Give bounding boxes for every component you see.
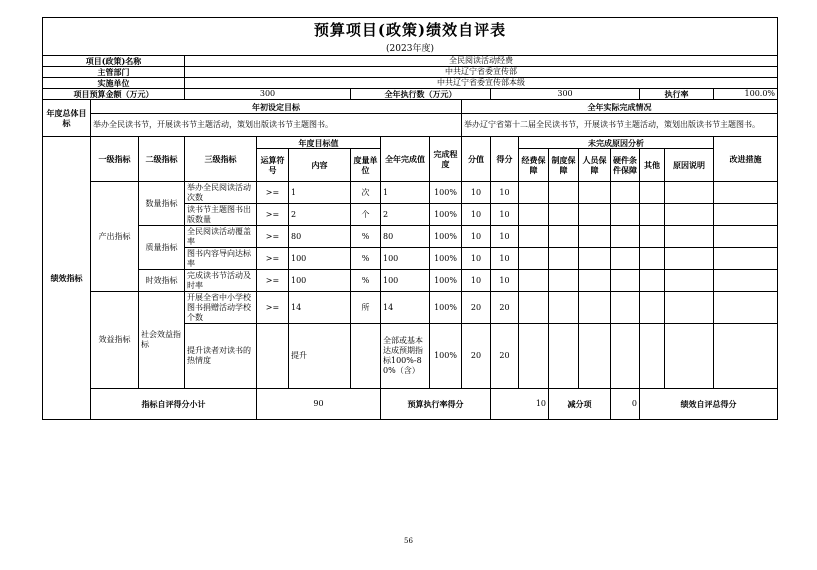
header-r3: 人员保障 (579, 149, 611, 182)
header-actual: 全年完成值 (381, 137, 430, 182)
subtotal-label: 指标自评得分小计 (91, 389, 257, 420)
header-improve: 改进措施 (714, 137, 778, 182)
indicator-name: 开展全省中小学校图书捐赠活动学校个数 (185, 292, 257, 324)
indicator-unit: 所 (351, 292, 381, 324)
budget-score-value: 10 (491, 389, 549, 420)
header-r4: 硬件条件保障 (611, 149, 640, 182)
total-label: 绩效自评总得分 (640, 389, 778, 420)
indicator-score: 10 (491, 182, 519, 204)
indicator-op: >= (257, 182, 289, 204)
unit: 中共辽宁省委宣传部本级 (185, 78, 778, 89)
indicator-degree: 100% (430, 248, 462, 270)
header-level3: 三级指标 (185, 137, 257, 182)
indicator-unit (351, 324, 381, 389)
indicator-name: 提升读者对读书的热情度 (185, 324, 257, 389)
indicator-name: 全民阅读活动覆盖率 (185, 226, 257, 248)
indicator-unit: 个 (351, 204, 381, 226)
effect-indicator-label: 效益指标 (91, 292, 139, 389)
indicator-score: 10 (491, 248, 519, 270)
header-r1: 经费保障 (519, 149, 549, 182)
initial-goal-text: 举办全民读书节，开展读书节主题活动，策划出版读书节主题图书。 (91, 114, 462, 137)
project-name-label: 项目(政策)名称 (43, 56, 185, 67)
indicator-score: 10 (491, 226, 519, 248)
indicator-content: 1 (289, 182, 351, 204)
indicator-content: 100 (289, 270, 351, 292)
unit-label: 实施单位 (43, 78, 185, 89)
report-year: (2023年度) (43, 42, 778, 56)
rate-label: 执行率 (640, 89, 714, 100)
indicator-weight: 10 (462, 270, 491, 292)
indicator-actual: 2 (381, 204, 430, 226)
indicator-unit: % (351, 248, 381, 270)
indicator-op: >= (257, 204, 289, 226)
header-op: 运算符号 (257, 149, 289, 182)
header-score: 得分 (491, 137, 519, 182)
header-reason: 未完成原因分析 (519, 137, 714, 149)
header-r2: 制度保障 (549, 149, 579, 182)
budget-label: 项目预算金额（万元） (43, 89, 185, 100)
actual-goal-text: 举办辽宁省第十二届全民读书节，开展读书节主题活动，策划出版读书节主题图书。 (462, 114, 778, 137)
budget-value: 300 (185, 89, 351, 100)
indicator-actual: 100 (381, 270, 430, 292)
indicator-name: 图书内容导向达标率 (185, 248, 257, 270)
page-title: 预算项目(政策)绩效自评表 (43, 18, 778, 43)
dept: 中共辽宁省委宣传部 (185, 67, 778, 78)
indicator-unit: 次 (351, 182, 381, 204)
output-indicator-label: 产出指标 (91, 182, 139, 292)
indicator-op: >= (257, 248, 289, 270)
exec-label: 全年执行数（万元） (351, 89, 491, 100)
indicator-weight: 10 (462, 248, 491, 270)
indicator-score: 10 (491, 270, 519, 292)
indicator-weight: 10 (462, 182, 491, 204)
deduct-label: 减分项 (549, 389, 611, 420)
quantity-indicator-label: 数量指标 (139, 182, 185, 226)
indicator-degree: 100% (430, 270, 462, 292)
indicator-degree: 100% (430, 226, 462, 248)
header-degree: 完成程度 (430, 137, 462, 182)
indicator-content: 2 (289, 204, 351, 226)
goal-label: 年度总体目标 (43, 100, 91, 137)
indicator-score: 20 (491, 292, 519, 324)
social-indicator-label: 社会效益指标 (139, 292, 185, 389)
indicator-score: 10 (491, 204, 519, 226)
header-level1: 一级指标 (91, 137, 139, 182)
evaluation-table (42, 17, 778, 420)
indicator-content: 80 (289, 226, 351, 248)
header-level2: 二级指标 (139, 137, 185, 182)
header-content: 内容 (289, 149, 351, 182)
indicator-actual: 1 (381, 182, 430, 204)
header-weight: 分值 (462, 137, 491, 182)
indicator-op: >= (257, 292, 289, 324)
indicator-weight: 20 (462, 292, 491, 324)
indicator-op: >= (257, 226, 289, 248)
initial-goal-header: 年初设定目标 (91, 100, 462, 114)
indicator-actual: 80 (381, 226, 430, 248)
indicator-weight: 10 (462, 204, 491, 226)
indicator-unit: % (351, 226, 381, 248)
indicator-name: 举办全民阅读活动次数 (185, 182, 257, 204)
indicator-content: 100 (289, 248, 351, 270)
dept-label: 主管部门 (43, 67, 185, 78)
indicator-weight: 10 (462, 226, 491, 248)
indicator-actual: 100 (381, 248, 430, 270)
subtotal-value: 90 (257, 389, 381, 420)
project-name: 全民阅读活动经费 (185, 56, 778, 67)
indicator-actual: 全部或基本达成预期指标100%-80%（含） (381, 324, 430, 389)
header-unit: 度量单位 (351, 149, 381, 182)
indicator-actual: 14 (381, 292, 430, 324)
budget-score-label: 预算执行率得分 (381, 389, 491, 420)
indicator-op: >= (257, 270, 289, 292)
indicator-weight: 20 (462, 324, 491, 389)
header-annual-target: 年度目标值 (257, 137, 381, 149)
page-number: 56 (404, 537, 413, 545)
rate-value: 100.0% (714, 89, 778, 100)
indicator-degree: 100% (430, 204, 462, 226)
header-r5: 其他 (640, 149, 665, 182)
indicator-name: 读书节主题图书出版数量 (185, 204, 257, 226)
indicator-degree: 100% (430, 324, 462, 389)
deduct-value: 0 (611, 389, 640, 420)
quality-indicator-label: 质量指标 (139, 226, 185, 270)
actual-goal-header: 全年实际完成情况 (462, 100, 778, 114)
indicator-content: 14 (289, 292, 351, 324)
header-r6: 原因说明 (665, 149, 714, 182)
indicator-degree: 100% (430, 292, 462, 324)
indicator-degree: 100% (430, 182, 462, 204)
indicators-label: 绩效指标 (43, 137, 91, 420)
indicator-name: 完成读书节活动及时率 (185, 270, 257, 292)
evaluation-sheet (42, 17, 777, 420)
indicator-content: 提升 (289, 324, 351, 389)
indicator-op (257, 324, 289, 389)
exec-value: 300 (491, 89, 640, 100)
indicator-score: 20 (491, 324, 519, 389)
indicator-unit: % (351, 270, 381, 292)
time-indicator-label: 时效指标 (139, 270, 185, 292)
